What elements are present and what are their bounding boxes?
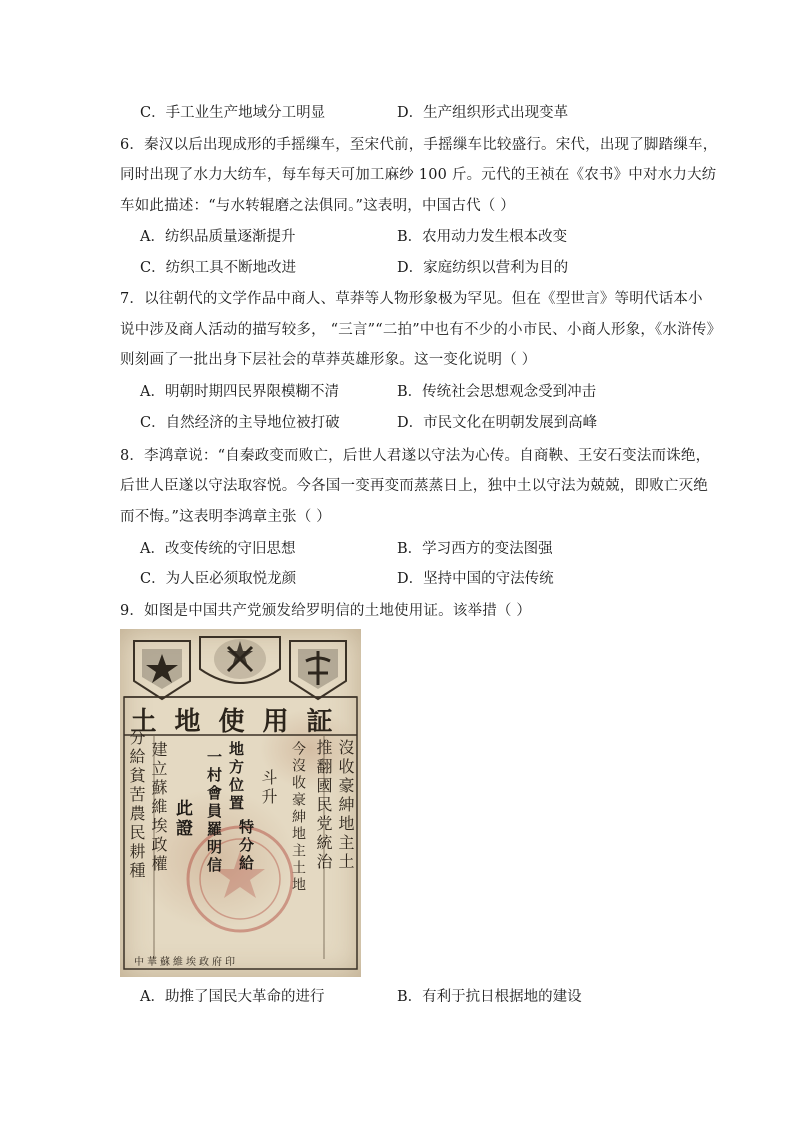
q7-option-c: C．自然经济的主导地位被打破	[140, 415, 340, 431]
q8-option-c: C．为人臣必须取悦龙颜	[140, 571, 297, 587]
q7-stem-line-3: 则刻画了一批出身下层社会的草莽英雄形象。这一变化说明（ ）	[120, 352, 537, 368]
certificate-column-5: 一村會員羅明信	[205, 749, 223, 875]
q7-option-b: B．传统社会思想观念受到冲击	[397, 384, 597, 400]
certificate-column-10: 分給貧苦農民耕種	[127, 729, 146, 881]
certificate-column-4: 地方位置	[227, 741, 245, 813]
q8-stem-line-2: 后世人臣遂以守法取容悦。今各国一变再变而蒸蒸日上，独中土以守法为兢兢，即败亡灭绝	[120, 478, 708, 494]
q8-stem-line-3: 而不悔。”这表明李鸿章主张（ ）	[120, 509, 331, 525]
q6-stem-line-3: 车如此描述：“与水转辊磨之法俱同。”这表明，中国古代（ ）	[120, 198, 515, 214]
certificate-column-8: 此證	[172, 799, 192, 839]
q5-option-d: D．生产组织形式出现变革	[397, 105, 569, 121]
q8-option-d: D．坚持中国的守法传统	[397, 571, 554, 587]
q7-option-d: D．市民文化在明朝发展到高峰	[397, 415, 598, 431]
q6-option-b: B．农用动力发生根本改变	[397, 229, 568, 245]
q7-stem-line-1: 7．以往朝代的文学作品中商人、草莽等人物形象极为罕见。但在《型世言》等明代话本小	[120, 291, 703, 307]
q9-option-a: A．助推了国民大革命的进行	[140, 989, 325, 1005]
certificate-column-1: 沒收豪紳地主土	[336, 739, 355, 872]
q8-option-a: A．改变传统的守旧思想	[140, 541, 296, 557]
q7-stem-line-2: 说中涉及商人活动的描写较多， “三言”“二拍”中也有不少的小市民、小商人形象，《水浒传》	[120, 322, 722, 338]
certificate-title: 土地使用証	[130, 707, 351, 737]
q9-stem: 9．如图是中国共产党颁发给罗明信的土地使用证。该举措（ ）	[120, 603, 532, 619]
q8-stem-line-1: 8．李鸿章说：“自秦政变而败亡，后世人君遂以守法为心传。自商鞅、王安石变法而诛绝，	[120, 448, 711, 464]
certificate-column-3: 今沒收豪紳地主土地	[290, 741, 306, 894]
certificate-column-7: 特分給	[237, 819, 255, 873]
certificate-column-6: 斗升	[259, 769, 278, 807]
land-use-certificate-image	[120, 629, 361, 977]
q7-option-a: A．明朝时期四民界限模糊不清	[140, 384, 339, 400]
q6-option-a: A．纺织品质量逐渐提升	[140, 229, 296, 245]
certificate-column-9: 建立蘇維埃政權	[149, 741, 168, 874]
q6-option-d: D．家庭纺织以营利为目的	[397, 260, 569, 276]
q8-option-b: B．学习西方的变法图强	[397, 541, 553, 557]
q6-stem-line-1: 6．秦汉以后出现成形的手摇缫车，至宋代前，手摇缫车比较盛行。宋代，出现了脚踏缫车，	[120, 137, 718, 153]
certificate-column-2: 推翻國民党統治	[314, 739, 333, 872]
q6-option-c: C．纺织工具不断地改进	[140, 260, 297, 276]
q6-stem-line-2: 同时出现了水力大纺车，每车每天可加工麻纱 100 斤。元代的王祯在《农书》中对水力大纺	[120, 167, 717, 183]
q9-option-b: B．有利于抗日根据地的建设	[397, 989, 582, 1005]
certificate-bottom-seal-text: 中華蘇維埃政府印	[134, 957, 238, 968]
q5-option-c: C．手工业生产地域分工明显	[140, 105, 326, 121]
